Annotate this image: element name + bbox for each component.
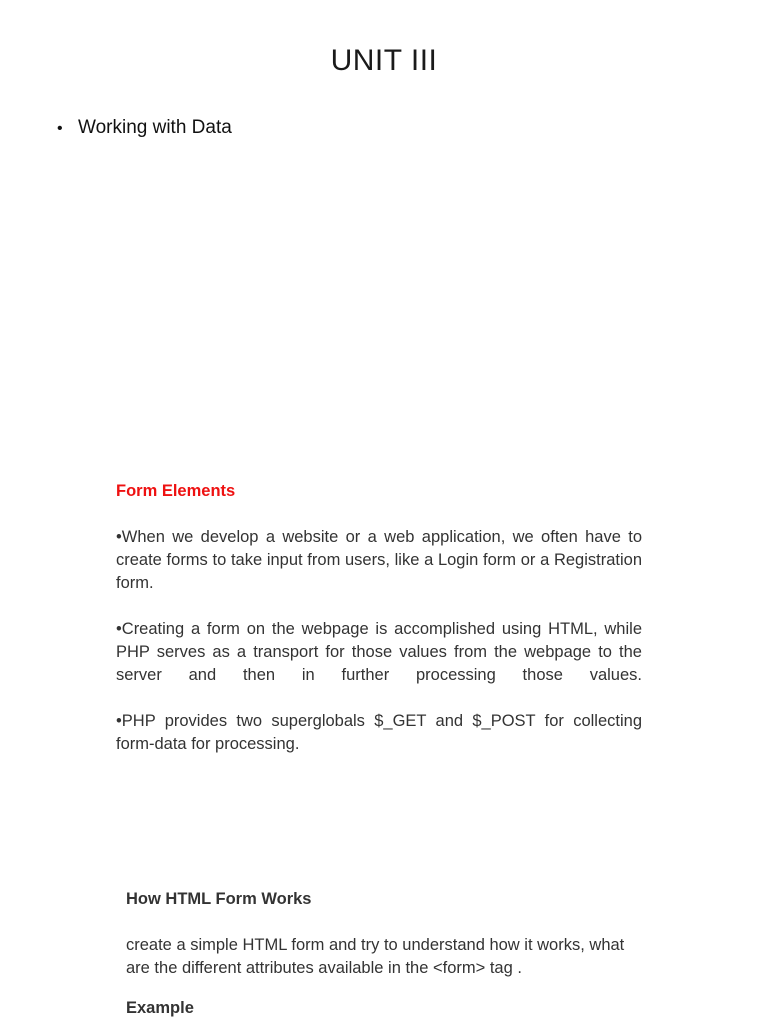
bullet-item [57, 117, 232, 139]
page-title: UNIT III [330, 44, 438, 77]
form-elements-paragraph-3: •PHP provides two superglobals $_GET and $_POST for collecting form-data for processing. [116, 712, 642, 753]
form-elements-section [116, 480, 642, 779]
how-form-works-paragraph: create a simple HTML form and try to understand how it works, what are the different attributes available in the <form> tag . [126, 936, 625, 977]
form-elements-paragraph-1: •When we develop a website or a web application, we often have to create forms to take input from users, like a Login form or a Registration form. [116, 528, 642, 592]
form-elements-paragraph-2: •Creating a form on the webpage is accomplished using HTML, while PHP serves as a transport for those values from the webpage to the server and then in further processing those values. [116, 620, 642, 684]
how-form-works-section [126, 888, 646, 1024]
how-form-works-heading: How HTML Form Works [126, 890, 312, 908]
example-heading: Example [126, 999, 194, 1017]
bullet-marker: • [57, 120, 63, 137]
form-elements-heading: Form Elements [116, 482, 236, 500]
bullet-text: Working with Data [78, 117, 232, 138]
